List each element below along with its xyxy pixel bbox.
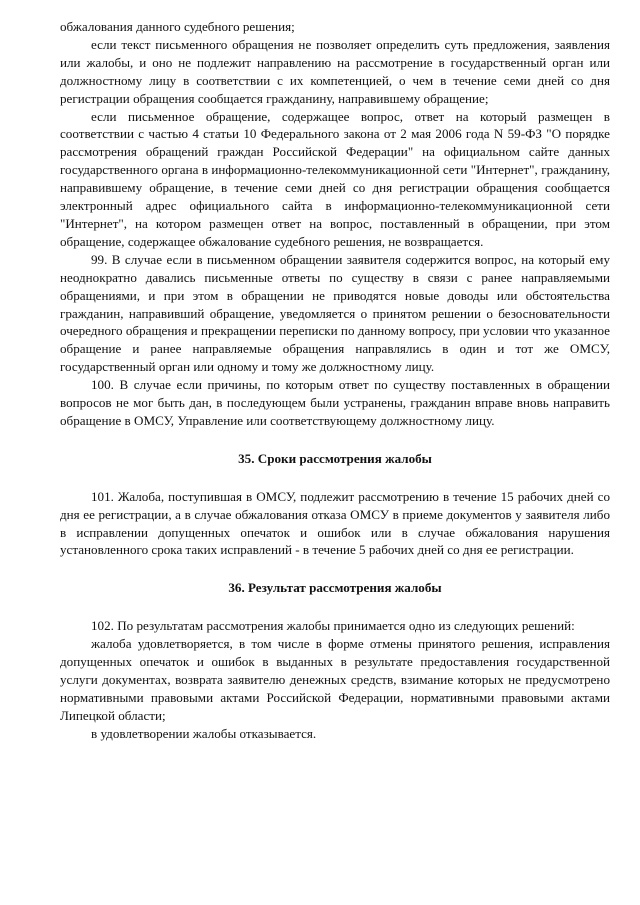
paragraph: если письменное обращение, содержащее вопрос, ответ на который размещен в соответствии с частью 4 статьи 10 Федерального закона от 2 мая 2006 года N 59-ФЗ "О порядке рассмотрения обращений граждан Российской Федерации" на официальном сайте данных государственного органа в информационно-телекоммуникационной сети "Интернет", гражданину, направившему обращение, в течение семи дней со дня регистрации обращения сообщается электронный адрес официального сайта в информационно-телекоммуникационной сети "Интернет", на котором размещен ответ на вопрос, поставленный в обращении, при этом обращение, содержащее обжалование судебного решения, не возвращается. (60, 108, 610, 249)
paragraph-101: 101. Жалоба, поступившая в ОМСУ, подлежит рассмотрению в течение 15 рабочих дней со дня ее регистрации, а в случае обжалования отказа ОМСУ в приеме документов у заявителя либо в исправлении допущенных опечаток и ошибок или в случае обжалования нарушения установленного срока таких исправлений - в течение 5 рабочих дней со дня ее регистрации. (60, 488, 610, 558)
paragraph: если текст письменного обращения не позволяет определить суть предложения, заявления или жалобы, и оно не подлежит направлению на рассмотрение в государственный орган или должностному лицу в соответствии с их компетенцией, о чем в течение семи дней со дня регистрации обращения сообщается гражданину, направившему обращение; (60, 36, 610, 106)
paragraph-continuation: обжалования данного судебного решения; (60, 19, 295, 34)
section-heading-36: 36. Результат рассмотрения жалобы (228, 580, 442, 596)
paragraph-99: 99. В случае если в письменном обращении заявителя содержится вопрос, на который ему неоднократно давались письменные ответы по существу в связи с ранее направляемыми обращениями, и при этом в обращении не приводятся новые доводы или обстоятельства гражданин, направивший обращение, уведомляется о принятом решении о безосновательности очередного обращения и прекращении переписки по данному вопросу, при условии что указанное обращение и ранее направляемые обращения направлялись в один и тот же ОМСУ, государственный орган или одному и тому же должностному лицу. (60, 251, 610, 375)
section-heading-35: 35. Сроки рассмотрения жалобы (238, 450, 432, 466)
paragraph: жалоба удовлетворяется, в том числе в форме отмены принятого решения, исправления допущенных опечаток и ошибок в выданных в результате предоставления государственной услуги документах, возврата заявителю денежных средств, взимание которых не предусмотрено нормативными правовыми актами Российской Федерации, нормативными правовыми актами Липецкой области; (60, 636, 610, 723)
paragraph: в удовлетворении жалобы отказывается. (91, 725, 317, 741)
paragraph-102: 102. По результатам рассмотрения жалобы принимается одно из следующих решений: (91, 618, 575, 634)
paragraph-100: 100. В случае если причины, по которым ответ по существу поставленных в обращении вопросов не мог быть дан, в последующем были устранены, гражданин вправе вновь направить обращение в ОМСУ, Управление или соответствующему должностному лицу. (60, 377, 610, 428)
